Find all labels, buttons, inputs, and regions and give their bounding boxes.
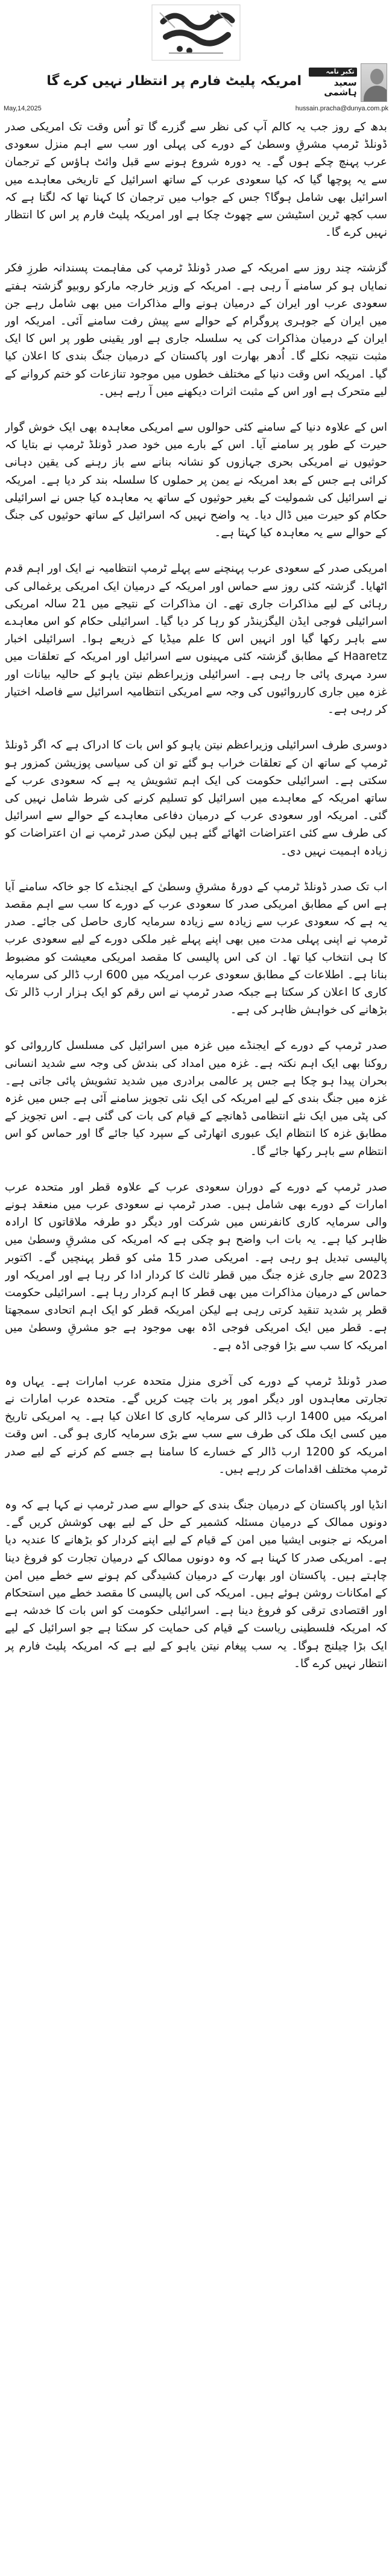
article-paragraph: اب تک صدر ڈونلڈ ٹرمپ کے دورۂ مشرقِ وسطیٰ کے ایجنڈے کا جو خاکہ سامنے آیا ہے اس کے مطابق امریکی صدر کا سعودی عرب کے دورے کا سب سے اہم مقصد یہ ہے کہ سعودی عرب سے زیادہ سے زیادہ سرمایہ کاری حاصل کی جائے۔ صدر ٹرمپ نے اپنی پہلی مدت میں بھی اپنے پہلے غیر ملکی دورے کے لیے سعودی عرب کا ہی انتخاب کیا تھا۔ ان کی اس پالیسی کا مقصد امریکی معیشت کو مضبوط بنانا ہے۔ اطلاعات کے مطابق سعودی عرب امریکہ میں 600 ارب ڈالر کی سرمایہ کاری کا اعلان کر سکتا ہے جبکہ صدر ٹرمپ نے اس رقم کو ایک ہزار ارب ڈالر تک بڑھانے کی خواہش ظاہر کی ہے۔ (5, 880, 387, 1017)
article-paragraph: صدر ٹرمپ کے دورے کے ایجنڈے میں غزہ میں اسرائیل کی مسلسل کارروائی کو روکنا بھی ایک اہم نکتہ ہے۔ غزہ میں امداد کی بندش کی وجہ سے شدید انسانی بحران پیدا ہو چکا ہے جس پر عالمی برادری میں شدید تشویش پائی جاتی ہے۔ غزہ میں جنگ بندی کے لیے امریکہ کی ایک نئی تجویز سامنے آئی ہے جس میں غزہ کی پٹی میں ایک نئے انتظامی ڈھانچے کے قیام کی بات کی گئی ہے۔ اس تجویز کے مطابق غزہ کا انتظام ایک عبوری اتھارٹی کے سپرد کیا جائے گا اور حماس کو اس انتظام سے باہر رکھا جائے گا۔ (5, 1039, 387, 1158)
author-name: سعید ہاشمی (324, 77, 357, 98)
meta-row (0, 105, 392, 115)
author-avatar (361, 63, 387, 102)
article-paragraph: امریکی صدر کے سعودی عرب پہنچنے سے پہلے ٹرمپ انتظامیہ نے ایک اور اہم قدم اٹھایا۔ گزشتہ کئی روز سے حماس اور امریکہ کے درمیان ایک امریکی یرغمالی کی رہائی کے لیے مذاکرات جاری تھے۔ ان مذاکرات کے نتیجے میں 21 سالہ امریکی اسرائیلی فوجی ایڈن الیگزینڈر کو رہا کر دیا گیا۔ اسرائیلی حکام کو اس معاہدے سے باہر رکھا گیا اور انہیں اس کا علم میڈیا کے ذریعے ہوا۔ اسرائیلی اخبار Haaretz کے مطابق گزشتہ کئی مہینوں سے اسرائیل اور امریکہ کے تعلقات میں سرد مہری پائی جا رہی ہے۔ اسرائیلی وزیراعظم نیتن یاہو کے حالیہ بیانات اور غزہ میں جاری کارروائیوں کی وجہ سے امریکی انتظامیہ اسرائیل سے فاصلہ اختیار کر رہی ہے۔ (5, 562, 387, 717)
article-paragraph: دوسری طرف اسرائیلی وزیراعظم نیتن یاہو کو اس بات کا ادراک ہے کہ اگر ڈونلڈ ٹرمپ کے ساتھ ان کے تعلقات خراب ہو گئے تو ان کی سیاسی پوزیشن کمزور ہو سکتی ہے۔ اسرائیلی حکومت کی ایک اہم تشویش یہ ہے کہ سعودی عرب کے ساتھ امریکہ کے معاہدے میں اسرائیل کو تسلیم کرنے کی شرط شامل نہیں کی گئی۔ امریکہ اور سعودی عرب کے درمیان دفاعی معاہدے کے حوالے سے اسرائیل کی طرف سے کئی اعتراضات اٹھائے گئے ہیں لیکن صدر ٹرمپ نے ان اعتراضات کو زیادہ اہمیت نہیں دی۔ (5, 739, 387, 858)
article-body (5, 118, 387, 2567)
publish-date: May,14,2025 (4, 105, 42, 112)
avatar-shoulders-shape (364, 86, 387, 102)
article-paragraph: انڈیا اور پاکستان کے درمیان جنگ بندی کے حوالے سے صدر ٹرمپ نے کہا ہے کہ وہ دونوں ممالک کے درمیان مسئلہ کشمیر کے حل کے لیے بھی کوشش کریں گے۔ امریکہ نے جنوبی ایشیا میں امن کے قیام کے لیے اپنے کردار کو بڑھانے کا عندیہ دیا ہے۔ امریکی صدر کا کہنا ہے کہ وہ دونوں ممالک کے درمیان تجارت کو فروغ دینا چاہتے ہیں۔ پاکستان اور بھارت کے درمیان کشیدگی کم ہونے سے خطے میں امن کے امکانات روشن ہوئے ہیں۔ امریکہ کی اس پالیسی کا مقصد خطے میں استحکام اور اقتصادی ترقی کو فروغ دینا ہے۔ اسرائیلی حکومت کو اس بات کا خدشہ ہے کہ امریکہ فلسطینی ریاست کے قیام کی حمایت کر سکتا ہے جو اسرائیل کے لیے ایک بڑا چیلنج ہوگا۔ یہ سب پیغام نیتن یاہو کے لیے ہے کہ امریکہ پلیٹ فارم پر انتظار نہیں کرے گا۔ (5, 1499, 387, 1670)
masthead (0, 0, 392, 112)
article-paragraph: گزشتہ چند روز سے امریکہ کے صدر ڈونلڈ ٹرمپ کی مفاہمت پسندانہ طرزِ فکر نمایاں ہو کر سامنے آ رہی ہے۔ امریکہ کے وزیر خارجہ مارکو روبیو گزشتہ ہفتے سعودی عرب اور ایران کے درمیان ہونے والے مذاکرات میں بھی شامل رہے جن میں ایران کے جوہری پروگرام کے حوالے سے پیش رفت سامنے آئی۔ امریکہ اور ایران کے درمیان مذاکرات کی یہ سلسلہ جاری ہے اور یقینی طور پر اس کا ایک مثبت نتیجہ نکلے گا۔ اُدھر بھارت اور پاکستان کے درمیان جنگ بندی کا اعلان کیا گیا۔ امریکہ اس وقت دنیا کے مختلف خطوں میں موجود تنازعات کو ختم کروانے کے لیے متحرک ہے اور اس کے مثبت اثرات دیکھنے میں آ رہے ہیں۔ (5, 262, 387, 398)
article-paragraph: صدر ٹرمپ کے دورے کے دوران سعودی عرب کے علاوہ قطر اور متحدہ عرب امارات کے دورے بھی شامل ہیں۔ صدر ٹرمپ نے سعودی عرب میں منعقد ہونے والی سرمایہ کاری کانفرنس میں شرکت اور دیگر دو طرفہ ملاقاتوں کا ارادہ ظاہر کیا ہے۔ یہ بات اب واضح ہو چکی ہے کہ امریکہ کی مشرقِ وسطیٰ میں پالیسی تبدیل ہو رہی ہے۔ امریکی صدر 15 مئی کو قطر پہنچیں گے۔ اکتوبر 2023 سے جاری غزہ جنگ میں قطر ثالث کا کردار ادا کر رہا ہے اور امریکہ اور حماس کے درمیان مذاکرات میں بھی قطر کا اہم کردار رہا ہے۔ اسرائیلی حکومت قطر پر شدید تنقید کرتی رہی ہے لیکن امریکہ قطر کو ایک اہم اتحادی سمجھتا ہے۔ قطر میں ایک امریکی فوجی اڈہ بھی موجود ہے جو مشرقِ وسطیٰ میں امریکہ کا سب سے بڑا فوجی اڈہ ہے۔ (5, 1180, 387, 1352)
article-paragraph: صدر ڈونلڈ ٹرمپ کے دورے کی آخری منزل متحدہ عرب امارات ہے۔ یہاں وہ تجارتی معاہدوں اور دیگر امور پر بات چیت کریں گے۔ متحدہ عرب امارات نے امریکہ میں 1400 ارب ڈالر کی سرمایہ کاری کا اعلان کیا ہے۔ یہ امریکی تاریخ میں کسی ایک ملک کی طرف سے سب سے بڑی سرمایہ کاری ہو گی۔ اس وقت امریکہ کو 1200 ارب ڈالر کے خسارے کا سامنا ہے جسے کم کرنے کے لیے صدر ٹرمپ مختلف اقدامات کر رہے ہیں۔ (5, 1375, 387, 1476)
author-byline (309, 68, 357, 97)
avatar-head-shape (370, 69, 384, 84)
author-box (309, 63, 387, 103)
article-headline: امریکہ پلیٹ فارم پر انتظار نہیں کرے گا (46, 74, 302, 89)
article-paragraph: بدھ کے روز جب یہ کالم آپ کی نظر سے گزرے گا تو اُس وقت تک امریکی صدر ڈونلڈ ٹرمپ مشرقِ وسطیٰ کے دورے کی پہلی اور سب سے اہم منزل سعودی عرب پہنچ چکے ہوں گے۔ یہ دورہ شروع ہونے سے قبل وائٹ ہاؤس کے ترجمان سے یہ پوچھا گیا کہ کیا سعودی عرب کے ساتھ اسرائیل کے تاریخی معاہدے میں اسرائیل بھی شامل ہوگا؟ جس کے جواب میں ترجمان کا کہنا تھا کہ لگتا ہے کہ سب کچھ ٹرین اسٹیشن سے چھوٹ چکا ہے اور امریکہ پلیٹ فارم پر اس کا انتظار نہیں کرے گا۔ (5, 121, 387, 239)
article-paragraph: اس کے علاوہ دنیا کے سامنے کئی حوالوں سے امریکی معاہدہ بھی ایک خوش گوار حیرت کے طور پر سامنے آیا۔ اس کے بارے میں خود صدر ڈونلڈ ٹرمپ نے بتایا کہ حوثیوں نے امریکی بحری جہازوں کو نشانہ بنانے سے باز رہنے کی یقین دہانی کرائی ہے جس کے بعد امریکہ نے یمن پر حملوں کا سلسلہ بند کر دیا ہے۔ امریکہ نے اسرائیل کی شمولیت کے بغیر حوثیوں کے ساتھ یہ معاہدہ کیا جس نے اسرائیلی حکام کو حیرت میں ڈال دیا۔ یہ واضح نہیں کہ اسرائیل کے ساتھ حوثیوں کی جنگ کے حوالے سے یہ معاہدہ کیا کہتا ہے۔ (5, 421, 387, 540)
column-tag: تکبر نامہ (309, 68, 357, 76)
author-email: hussain.pracha@dunya.com.pk (295, 105, 388, 112)
dunya-logo-icon (151, 4, 241, 62)
